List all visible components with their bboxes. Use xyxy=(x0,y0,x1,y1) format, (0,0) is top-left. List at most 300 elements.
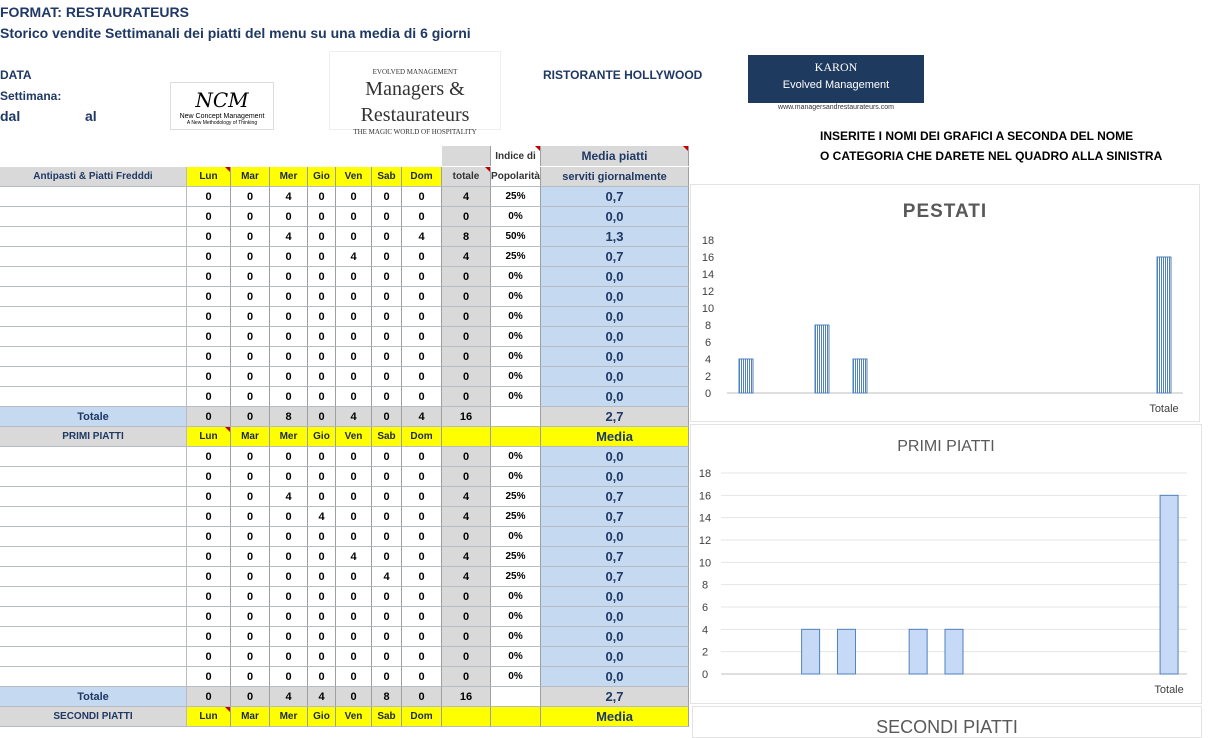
qty-cell[interactable]: 0 xyxy=(336,527,372,547)
qty-cell[interactable]: 0 xyxy=(187,487,231,507)
dish-name-cell[interactable] xyxy=(0,227,187,247)
qty-cell[interactable]: 0 xyxy=(308,287,336,307)
day-header-lun[interactable]: Lun xyxy=(187,167,231,187)
qty-cell[interactable]: 0 xyxy=(308,607,336,627)
qty-cell[interactable]: 0 xyxy=(270,667,308,687)
qty-cell[interactable]: 0 xyxy=(336,327,372,347)
qty-cell[interactable]: 0 xyxy=(270,547,308,567)
qty-cell[interactable]: 0 xyxy=(187,367,231,387)
qty-cell[interactable]: 0 xyxy=(270,607,308,627)
qty-cell[interactable]: 0 xyxy=(308,627,336,647)
section-total-day[interactable]: 0 xyxy=(372,407,402,427)
qty-cell[interactable]: 0 xyxy=(231,367,270,387)
qty-cell[interactable]: 0 xyxy=(231,647,270,667)
daily-average-cell[interactable]: 0,0 xyxy=(541,207,689,227)
daily-average-cell[interactable]: 0,0 xyxy=(541,667,689,687)
qty-cell[interactable]: 4 xyxy=(336,547,372,567)
qty-cell[interactable]: 0 xyxy=(372,487,402,507)
section-total-label[interactable]: Totale xyxy=(0,407,187,427)
qty-cell[interactable]: 0 xyxy=(231,567,270,587)
qty-cell[interactable]: 0 xyxy=(336,227,372,247)
qty-cell[interactable]: 0 xyxy=(187,187,231,207)
qty-cell[interactable]: 0 xyxy=(372,587,402,607)
qty-cell[interactable]: 0 xyxy=(187,647,231,667)
qty-cell[interactable]: 0 xyxy=(187,447,231,467)
qty-cell[interactable]: 0 xyxy=(372,527,402,547)
qty-cell[interactable]: 0 xyxy=(231,227,270,247)
qty-cell[interactable]: 0 xyxy=(336,587,372,607)
daily-average-cell[interactable]: 0,0 xyxy=(541,607,689,627)
day-header-ven[interactable]: Ven xyxy=(336,167,372,187)
dish-name-cell[interactable] xyxy=(0,347,187,367)
qty-cell[interactable]: 0 xyxy=(270,247,308,267)
qty-cell[interactable]: 0 xyxy=(336,187,372,207)
row-total-cell[interactable]: 0 xyxy=(442,667,491,687)
header-indice-empty[interactable] xyxy=(491,707,541,727)
qty-cell[interactable]: 0 xyxy=(270,647,308,667)
qty-cell[interactable]: 0 xyxy=(336,267,372,287)
qty-cell[interactable]: 0 xyxy=(308,307,336,327)
day-header-gio[interactable]: Gio xyxy=(308,707,336,727)
qty-cell[interactable]: 0 xyxy=(231,387,270,407)
header-indice-line2[interactable]: Popolarità xyxy=(491,167,541,187)
qty-cell[interactable]: 0 xyxy=(402,347,442,367)
qty-cell[interactable]: 0 xyxy=(231,187,270,207)
daily-average-cell[interactable]: 0,0 xyxy=(541,347,689,367)
dish-name-cell[interactable] xyxy=(0,567,187,587)
qty-cell[interactable]: 0 xyxy=(187,587,231,607)
qty-cell[interactable]: 0 xyxy=(372,447,402,467)
section-total-day[interactable]: 0 xyxy=(187,687,231,707)
day-header-mar[interactable]: Mar xyxy=(231,707,270,727)
popularity-cell[interactable]: 25% xyxy=(491,247,541,267)
daily-average-cell[interactable]: 0,7 xyxy=(541,487,689,507)
daily-average-cell[interactable]: 0,0 xyxy=(541,287,689,307)
qty-cell[interactable]: 0 xyxy=(187,507,231,527)
qty-cell[interactable]: 0 xyxy=(270,627,308,647)
qty-cell[interactable]: 0 xyxy=(187,527,231,547)
popularity-cell[interactable]: 0% xyxy=(491,647,541,667)
dish-name-cell[interactable] xyxy=(0,287,187,307)
row-total-cell[interactable]: 0 xyxy=(442,367,491,387)
popularity-cell[interactable]: 25% xyxy=(491,487,541,507)
section-total-average[interactable]: 2,7 xyxy=(541,687,689,707)
popularity-cell[interactable]: 0% xyxy=(491,467,541,487)
row-total-cell[interactable]: 0 xyxy=(442,587,491,607)
qty-cell[interactable]: 0 xyxy=(402,287,442,307)
qty-cell[interactable]: 4 xyxy=(336,247,372,267)
qty-cell[interactable]: 0 xyxy=(187,547,231,567)
section-total-day[interactable]: 4 xyxy=(270,687,308,707)
qty-cell[interactable]: 0 xyxy=(231,547,270,567)
popularity-cell[interactable]: 0% xyxy=(491,587,541,607)
dish-name-cell[interactable] xyxy=(0,667,187,687)
qty-cell[interactable]: 0 xyxy=(270,567,308,587)
qty-cell[interactable]: 0 xyxy=(372,207,402,227)
qty-cell[interactable]: 0 xyxy=(187,347,231,367)
row-total-cell[interactable]: 0 xyxy=(442,607,491,627)
qty-cell[interactable]: 0 xyxy=(231,607,270,627)
qty-cell[interactable]: 4 xyxy=(270,187,308,207)
qty-cell[interactable]: 0 xyxy=(231,667,270,687)
qty-cell[interactable]: 0 xyxy=(336,647,372,667)
dish-name-cell[interactable] xyxy=(0,187,187,207)
qty-cell[interactable]: 0 xyxy=(372,647,402,667)
row-total-cell[interactable]: 0 xyxy=(442,347,491,367)
section-total-day[interactable]: 0 xyxy=(231,407,270,427)
dish-name-cell[interactable] xyxy=(0,587,187,607)
qty-cell[interactable]: 0 xyxy=(336,467,372,487)
qty-cell[interactable]: 0 xyxy=(270,307,308,327)
day-header-mer[interactable]: Mer xyxy=(270,707,308,727)
dish-name-cell[interactable] xyxy=(0,367,187,387)
qty-cell[interactable]: 0 xyxy=(402,567,442,587)
qty-cell[interactable]: 0 xyxy=(231,587,270,607)
row-total-cell[interactable]: 0 xyxy=(442,647,491,667)
qty-cell[interactable]: 0 xyxy=(308,187,336,207)
qty-cell[interactable]: 4 xyxy=(270,227,308,247)
qty-cell[interactable]: 0 xyxy=(372,507,402,527)
qty-cell[interactable]: 0 xyxy=(187,307,231,327)
qty-cell[interactable]: 0 xyxy=(308,227,336,247)
qty-cell[interactable]: 0 xyxy=(187,387,231,407)
header-media[interactable]: Media xyxy=(541,707,689,727)
dish-name-cell[interactable] xyxy=(0,387,187,407)
dish-name-cell[interactable] xyxy=(0,207,187,227)
qty-cell[interactable]: 0 xyxy=(372,367,402,387)
header-totale-empty[interactable] xyxy=(442,427,491,447)
qty-cell[interactable]: 0 xyxy=(372,387,402,407)
row-total-cell[interactable]: 4 xyxy=(442,507,491,527)
qty-cell[interactable]: 0 xyxy=(402,507,442,527)
popularity-cell[interactable]: 0% xyxy=(491,627,541,647)
qty-cell[interactable]: 0 xyxy=(308,527,336,547)
qty-cell[interactable]: 0 xyxy=(308,587,336,607)
qty-cell[interactable]: 0 xyxy=(308,567,336,587)
qty-cell[interactable]: 0 xyxy=(308,267,336,287)
qty-cell[interactable]: 0 xyxy=(187,467,231,487)
qty-cell[interactable]: 0 xyxy=(402,647,442,667)
daily-average-cell[interactable]: 0,0 xyxy=(541,587,689,607)
qty-cell[interactable]: 0 xyxy=(372,307,402,327)
row-total-cell[interactable]: 0 xyxy=(442,307,491,327)
qty-cell[interactable]: 0 xyxy=(187,207,231,227)
qty-cell[interactable]: 0 xyxy=(336,347,372,367)
qty-cell[interactable]: 0 xyxy=(231,327,270,347)
daily-average-cell[interactable]: 0,0 xyxy=(541,307,689,327)
header-totale[interactable]: totale xyxy=(442,167,491,187)
section-total-day[interactable]: 8 xyxy=(270,407,308,427)
section-total-sum[interactable]: 16 xyxy=(442,687,491,707)
daily-average-cell[interactable]: 1,3 xyxy=(541,227,689,247)
popularity-cell[interactable]: 0% xyxy=(491,447,541,467)
day-header-mar[interactable]: Mar xyxy=(231,427,270,447)
header-totale-empty[interactable] xyxy=(442,707,491,727)
day-header-lun[interactable]: Lun xyxy=(187,427,231,447)
qty-cell[interactable]: 0 xyxy=(402,207,442,227)
row-total-cell[interactable]: 0 xyxy=(442,287,491,307)
section-total-day[interactable]: 0 xyxy=(231,687,270,707)
qty-cell[interactable]: 0 xyxy=(336,287,372,307)
qty-cell[interactable]: 0 xyxy=(372,467,402,487)
qty-cell[interactable]: 0 xyxy=(270,467,308,487)
daily-average-cell[interactable]: 0,0 xyxy=(541,527,689,547)
qty-cell[interactable]: 0 xyxy=(402,627,442,647)
header-media[interactable]: Media xyxy=(541,427,689,447)
qty-cell[interactable]: 0 xyxy=(402,387,442,407)
row-total-cell[interactable]: 0 xyxy=(442,207,491,227)
popularity-cell[interactable]: 25% xyxy=(491,187,541,207)
qty-cell[interactable]: 0 xyxy=(270,267,308,287)
dish-name-cell[interactable] xyxy=(0,307,187,327)
popularity-cell[interactable]: 25% xyxy=(491,547,541,567)
qty-cell[interactable]: 0 xyxy=(231,347,270,367)
dish-name-cell[interactable] xyxy=(0,247,187,267)
dish-name-cell[interactable] xyxy=(0,267,187,287)
day-header-mer[interactable]: Mer xyxy=(270,167,308,187)
section-total-sum[interactable]: 16 xyxy=(442,407,491,427)
section-total-empty[interactable] xyxy=(491,407,541,427)
section-total-day[interactable]: 4 xyxy=(308,687,336,707)
qty-cell[interactable]: 0 xyxy=(336,507,372,527)
popularity-cell[interactable]: 0% xyxy=(491,207,541,227)
popularity-cell[interactable]: 50% xyxy=(491,227,541,247)
qty-cell[interactable]: 0 xyxy=(308,447,336,467)
header-media-line1[interactable]: Media piatti xyxy=(541,146,689,166)
popularity-cell[interactable]: 0% xyxy=(491,307,541,327)
popularity-cell[interactable]: 0% xyxy=(491,387,541,407)
qty-cell[interactable]: 0 xyxy=(402,547,442,567)
qty-cell[interactable]: 0 xyxy=(402,187,442,207)
qty-cell[interactable]: 0 xyxy=(372,327,402,347)
qty-cell[interactable]: 0 xyxy=(231,467,270,487)
daily-average-cell[interactable]: 0,0 xyxy=(541,627,689,647)
popularity-cell[interactable]: 0% xyxy=(491,527,541,547)
section-total-empty[interactable] xyxy=(491,687,541,707)
qty-cell[interactable]: 0 xyxy=(187,627,231,647)
qty-cell[interactable]: 0 xyxy=(187,227,231,247)
header-indice-line1[interactable]: Indice di xyxy=(491,146,541,166)
qty-cell[interactable]: 0 xyxy=(308,367,336,387)
qty-cell[interactable]: 0 xyxy=(187,327,231,347)
qty-cell[interactable]: 0 xyxy=(372,547,402,567)
qty-cell[interactable]: 0 xyxy=(308,247,336,267)
daily-average-cell[interactable]: 0,0 xyxy=(541,327,689,347)
row-total-cell[interactable]: 0 xyxy=(442,627,491,647)
qty-cell[interactable]: 0 xyxy=(231,207,270,227)
daily-average-cell[interactable]: 0,7 xyxy=(541,507,689,527)
section-total-day[interactable]: 0 xyxy=(187,407,231,427)
qty-cell[interactable]: 0 xyxy=(308,347,336,367)
section-total-day[interactable]: 0 xyxy=(336,687,372,707)
popularity-cell[interactable]: 0% xyxy=(491,287,541,307)
qty-cell[interactable]: 0 xyxy=(270,367,308,387)
day-header-sab[interactable]: Sab xyxy=(372,427,402,447)
popularity-cell[interactable]: 0% xyxy=(491,607,541,627)
qty-cell[interactable]: 0 xyxy=(372,267,402,287)
qty-cell[interactable]: 0 xyxy=(402,327,442,347)
day-header-dom[interactable]: Dom xyxy=(402,707,442,727)
row-total-cell[interactable]: 4 xyxy=(442,247,491,267)
popularity-cell[interactable]: 25% xyxy=(491,507,541,527)
day-header-sab[interactable]: Sab xyxy=(372,707,402,727)
section-total-day[interactable]: 4 xyxy=(402,407,442,427)
dish-name-cell[interactable] xyxy=(0,607,187,627)
row-total-cell[interactable]: 0 xyxy=(442,387,491,407)
day-header-gio[interactable]: Gio xyxy=(308,167,336,187)
qty-cell[interactable]: 0 xyxy=(270,287,308,307)
qty-cell[interactable]: 0 xyxy=(187,607,231,627)
qty-cell[interactable]: 0 xyxy=(372,667,402,687)
popularity-cell[interactable]: 0% xyxy=(491,267,541,287)
daily-average-cell[interactable]: 0,0 xyxy=(541,367,689,387)
popularity-cell[interactable]: 0% xyxy=(491,347,541,367)
qty-cell[interactable]: 0 xyxy=(336,447,372,467)
qty-cell[interactable]: 0 xyxy=(270,347,308,367)
qty-cell[interactable]: 0 xyxy=(372,627,402,647)
qty-cell[interactable]: 0 xyxy=(187,287,231,307)
qty-cell[interactable]: 0 xyxy=(308,467,336,487)
daily-average-cell[interactable]: 0,0 xyxy=(541,447,689,467)
qty-cell[interactable]: 0 xyxy=(372,607,402,627)
qty-cell[interactable]: 0 xyxy=(336,367,372,387)
qty-cell[interactable]: 0 xyxy=(402,587,442,607)
qty-cell[interactable]: 0 xyxy=(402,447,442,467)
qty-cell[interactable]: 0 xyxy=(231,507,270,527)
dish-name-cell[interactable] xyxy=(0,547,187,567)
row-total-cell[interactable]: 4 xyxy=(442,487,491,507)
qty-cell[interactable]: 0 xyxy=(336,627,372,647)
section-title-2[interactable]: SECONDI PIATTI xyxy=(0,707,187,727)
qty-cell[interactable]: 0 xyxy=(231,307,270,327)
section-total-day[interactable]: 4 xyxy=(336,407,372,427)
daily-average-cell[interactable]: 0,7 xyxy=(541,247,689,267)
dish-name-cell[interactable] xyxy=(0,647,187,667)
qty-cell[interactable]: 0 xyxy=(270,327,308,347)
qty-cell[interactable]: 0 xyxy=(308,487,336,507)
day-header-ven[interactable]: Ven xyxy=(336,707,372,727)
qty-cell[interactable]: 0 xyxy=(402,467,442,487)
qty-cell[interactable]: 0 xyxy=(270,587,308,607)
popularity-cell[interactable]: 25% xyxy=(491,567,541,587)
row-total-cell[interactable]: 8 xyxy=(442,227,491,247)
qty-cell[interactable]: 0 xyxy=(402,527,442,547)
dish-name-cell[interactable] xyxy=(0,447,187,467)
section-total-average[interactable]: 2,7 xyxy=(541,407,689,427)
qty-cell[interactable]: 4 xyxy=(372,567,402,587)
qty-cell[interactable]: 0 xyxy=(231,447,270,467)
row-total-cell[interactable]: 4 xyxy=(442,567,491,587)
qty-cell[interactable]: 0 xyxy=(270,507,308,527)
dish-name-cell[interactable] xyxy=(0,487,187,507)
daily-average-cell[interactable]: 0,0 xyxy=(541,267,689,287)
section-total-day[interactable]: 0 xyxy=(308,407,336,427)
row-total-cell[interactable]: 0 xyxy=(442,467,491,487)
qty-cell[interactable]: 0 xyxy=(402,367,442,387)
daily-average-cell[interactable]: 0,7 xyxy=(541,547,689,567)
qty-cell[interactable]: 0 xyxy=(402,607,442,627)
qty-cell[interactable]: 0 xyxy=(270,207,308,227)
daily-average-cell[interactable]: 0,0 xyxy=(541,387,689,407)
qty-cell[interactable]: 0 xyxy=(336,307,372,327)
qty-cell[interactable]: 0 xyxy=(270,527,308,547)
day-header-mer[interactable]: Mer xyxy=(270,427,308,447)
qty-cell[interactable]: 0 xyxy=(308,547,336,567)
qty-cell[interactable]: 0 xyxy=(402,667,442,687)
qty-cell[interactable]: 0 xyxy=(308,387,336,407)
daily-average-cell[interactable]: 0,7 xyxy=(541,567,689,587)
qty-cell[interactable]: 0 xyxy=(231,487,270,507)
qty-cell[interactable]: 0 xyxy=(187,247,231,267)
section-title-1[interactable]: PRIMI PIATTI xyxy=(0,427,187,447)
qty-cell[interactable]: 0 xyxy=(402,307,442,327)
qty-cell[interactable]: 0 xyxy=(372,287,402,307)
qty-cell[interactable]: 0 xyxy=(336,207,372,227)
qty-cell[interactable]: 0 xyxy=(372,347,402,367)
qty-cell[interactable]: 0 xyxy=(231,247,270,267)
popularity-cell[interactable]: 0% xyxy=(491,327,541,347)
row-total-cell[interactable]: 0 xyxy=(442,447,491,467)
day-header-dom[interactable]: Dom xyxy=(402,427,442,447)
dish-name-cell[interactable] xyxy=(0,467,187,487)
qty-cell[interactable]: 0 xyxy=(231,527,270,547)
section-total-day[interactable]: 0 xyxy=(402,687,442,707)
row-total-cell[interactable]: 4 xyxy=(442,547,491,567)
day-header-sab[interactable]: Sab xyxy=(372,167,402,187)
day-header-ven[interactable]: Ven xyxy=(336,427,372,447)
qty-cell[interactable]: 0 xyxy=(372,187,402,207)
header-media-line2[interactable]: serviti giornalmente xyxy=(541,167,689,187)
qty-cell[interactable]: 0 xyxy=(187,567,231,587)
section-title-0[interactable]: Antipasti & Piatti Fredddi xyxy=(0,167,187,187)
day-header-dom[interactable]: Dom xyxy=(402,167,442,187)
popularity-cell[interactable]: 0% xyxy=(491,667,541,687)
day-header-gio[interactable]: Gio xyxy=(308,427,336,447)
qty-cell[interactable]: 0 xyxy=(336,667,372,687)
dish-name-cell[interactable] xyxy=(0,527,187,547)
qty-cell[interactable]: 0 xyxy=(336,387,372,407)
qty-cell[interactable]: 0 xyxy=(372,227,402,247)
qty-cell[interactable]: 0 xyxy=(231,267,270,287)
qty-cell[interactable]: 0 xyxy=(336,607,372,627)
day-header-lun[interactable]: Lun xyxy=(187,707,231,727)
daily-average-cell[interactable]: 0,0 xyxy=(541,647,689,667)
qty-cell[interactable]: 0 xyxy=(187,267,231,287)
qty-cell[interactable]: 0 xyxy=(231,627,270,647)
daily-average-cell[interactable]: 0,7 xyxy=(541,187,689,207)
qty-cell[interactable]: 0 xyxy=(402,247,442,267)
row-total-cell[interactable]: 0 xyxy=(442,327,491,347)
qty-cell[interactable]: 0 xyxy=(336,487,372,507)
qty-cell[interactable]: 0 xyxy=(308,327,336,347)
section-total-day[interactable]: 8 xyxy=(372,687,402,707)
row-total-cell[interactable]: 0 xyxy=(442,267,491,287)
popularity-cell[interactable]: 0% xyxy=(491,367,541,387)
qty-cell[interactable]: 0 xyxy=(231,287,270,307)
row-total-cell[interactable]: 4 xyxy=(442,187,491,207)
dish-name-cell[interactable] xyxy=(0,627,187,647)
qty-cell[interactable]: 4 xyxy=(308,507,336,527)
qty-cell[interactable]: 0 xyxy=(308,667,336,687)
qty-cell[interactable]: 0 xyxy=(336,567,372,587)
qty-cell[interactable]: 0 xyxy=(402,487,442,507)
section-total-label[interactable]: Totale xyxy=(0,687,187,707)
qty-cell[interactable]: 4 xyxy=(402,227,442,247)
dish-name-cell[interactable] xyxy=(0,507,187,527)
row-total-cell[interactable]: 0 xyxy=(442,527,491,547)
qty-cell[interactable]: 0 xyxy=(402,267,442,287)
header-indice-empty[interactable] xyxy=(491,427,541,447)
